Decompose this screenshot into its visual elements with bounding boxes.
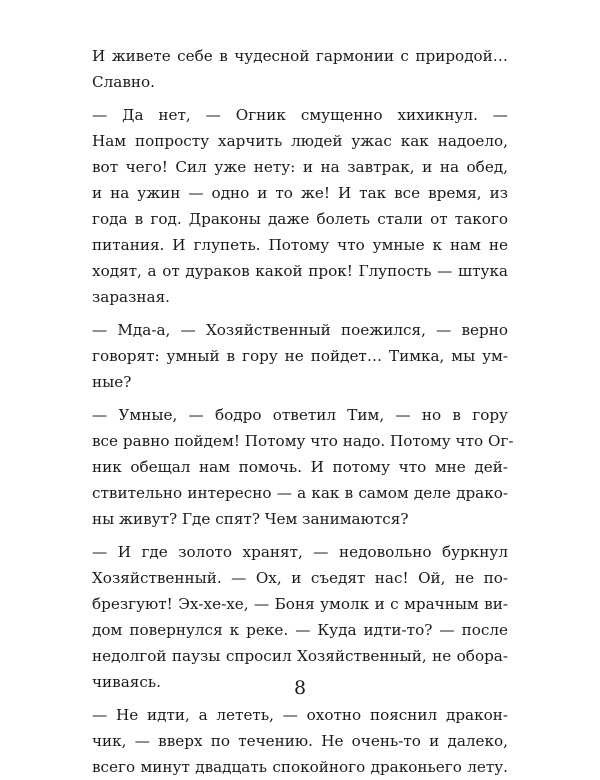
text-line: И живете себе в чудесной гармонии с природой… [92,47,508,65]
text-line: ствительно интересно — а как в самом деле драко- [92,484,508,502]
paragraph [92,539,508,695]
text-line: — Да нет, — Огник смущенно хихикнул. — [92,106,508,124]
text-line: питания. И глупеть. Потому что умные к нам не [92,236,508,254]
text-line: дом повернулся к реке. — Куда идти-то? — после [92,621,508,639]
text-line: Хозяйственный. — Ох, и съедят нас! Ой, не по- [92,569,508,587]
paragraph [92,317,508,395]
paragraph [92,102,508,310]
text-line: Нам попросту харчить людей ужас как надоело, [92,132,508,150]
paragraph [92,402,514,532]
text-line: все равно пойдем! Потому что надо. Потому что Ог- [92,432,514,450]
paragraph [92,702,508,780]
text-line: ходят, а от дураков какой прок! Глупость — штука [92,262,508,280]
text-line: брезгуют! Эх-хе-хе, — Боня умолк и с мрачным ви- [92,595,508,613]
paragraph [92,43,508,95]
text-line: ные? [92,373,132,391]
text-line: заразная. [92,288,170,306]
text-line: ны живут? Где спят? Чем занимаются? [92,510,409,528]
body-text [92,43,514,780]
text-line: года в год. Драконы даже болеть стали от такого [92,210,508,228]
page-number: 8 [293,677,307,699]
text-line: и на ужин — одно и то же! И так все время, из [92,184,508,202]
text-line: Славно. [92,73,155,91]
text-line: вот чего! Сил уже нету: и на завтрак, и на обед, [92,158,508,176]
text-line: недолгой паузы спросил Хозяйственный, не обора- [92,647,508,665]
text-line: — И где золото хранят, — недовольно буркнул [92,543,508,561]
text-line: всего минут двадцать спокойного драконьего лету. [92,758,508,776]
text-line: — Не идти, а лететь, — охотно пояснил дракон- [92,706,508,724]
text-line: — Мда-а, — Хозяйственный поежился, — верно [92,321,508,339]
text-line: чик, — вверх по течению. Не очень-то и далеко, [92,732,508,750]
text-line: — Умные, — бодро ответил Тим, — но в гору [92,406,508,424]
text-line: чиваясь. [92,673,161,691]
text-line: ник обещал нам помочь. И потому что мне дей- [92,458,508,476]
text-line: говорят: умный в гору не пойдет… Тимка, мы ум- [92,347,508,365]
